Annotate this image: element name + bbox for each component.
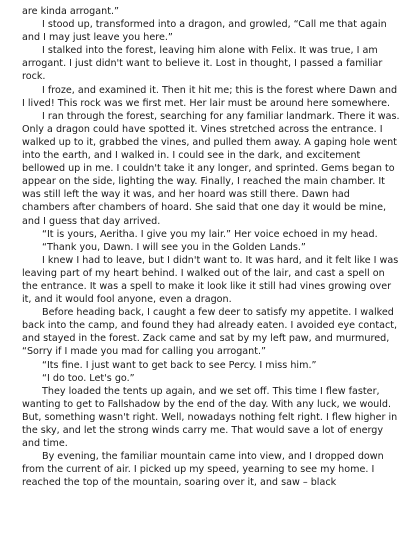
- paragraph: Before heading back, I caught a few deer to satisfy my appetite. I walked back into the camp, and found they had already eaten. I avoided eye contact, and stayed in the forest. Zack came and sat by my left paw, and murmured, “Sorry if I made you mad for calling you arrogant.”: [22, 307, 398, 358]
- paragraph: I stalked into the forest, leaving him alone with Felix. It was true, I am arrogant. I just didn't want to believe it. Lost in thought, I passed a familiar rock.: [22, 45, 383, 83]
- paragraph: I stood up, transformed into a dragon, and growled, “Call me that again and I may just leave you here.”: [22, 19, 387, 44]
- document-page: [22, 5, 400, 489]
- paragraph: are kinda arrogant.”: [22, 6, 119, 17]
- paragraph: By evening, the familiar mountain came into view, and I dropped down from the current of air. I picked up my speed, yearning to see my home. I reached the top of the mountain, soaring over it, and saw – black: [22, 451, 384, 489]
- paragraph: “Its fine. I just want to get back to see Percy. I miss him.”: [42, 359, 317, 371]
- paragraph: “Thank you, Dawn. I will see you in the Golden Lands.”: [42, 241, 306, 253]
- paragraph: I knew I had to leave, but I didn't want to. It was hard, and it felt like I was leaving part of my heart behind. I walked out of the lair, and cast a spell on the entrance. It was a spell to make it look like it still had vines growing over it, and it would fool anyone, even a dragon.: [22, 254, 399, 306]
- paragraph: “I do too. Let's go.”: [42, 372, 135, 384]
- paragraph: “It is yours, Aeritha. I give you my lair.” Her voice echoed in my head.: [42, 228, 378, 240]
- paragraph: They loaded the tents up again, and we set off. This time I flew faster, wanting to get to Fallshadow by the end of the day. With any luck, we would. But, something wasn't right. Well, nowadays nothing felt right. I flew higher in the sky, and let the strong winds carry me. That would save a lot of energy and time.: [22, 385, 398, 450]
- paragraph: I froze, and examined it. Then it hit me; this is the forest where Dawn and I lived! This rock was we first met. Her lair must be around here somewhere.: [22, 84, 398, 109]
- paragraph: I ran through the forest, searching for any familiar landmark. There it was. Only a dragon could have spotted it. Vines stretched across the entrance. I walked up to it, grabbed the vines, and pulled them away. A gaping hole went into the earth, and I walked in. I could see in the dark, and excitement bellowed up in me. I couldn't take it any longer, and sprinted. Gems began to appear on the side, lighting the way. Finally, I reached the main chamber. It was still left the way it was, and her hoard was still there. Dawn had chambers after chambers of hoard. She said that one day it would be mine, and I guess that day arrived.: [22, 110, 400, 227]
